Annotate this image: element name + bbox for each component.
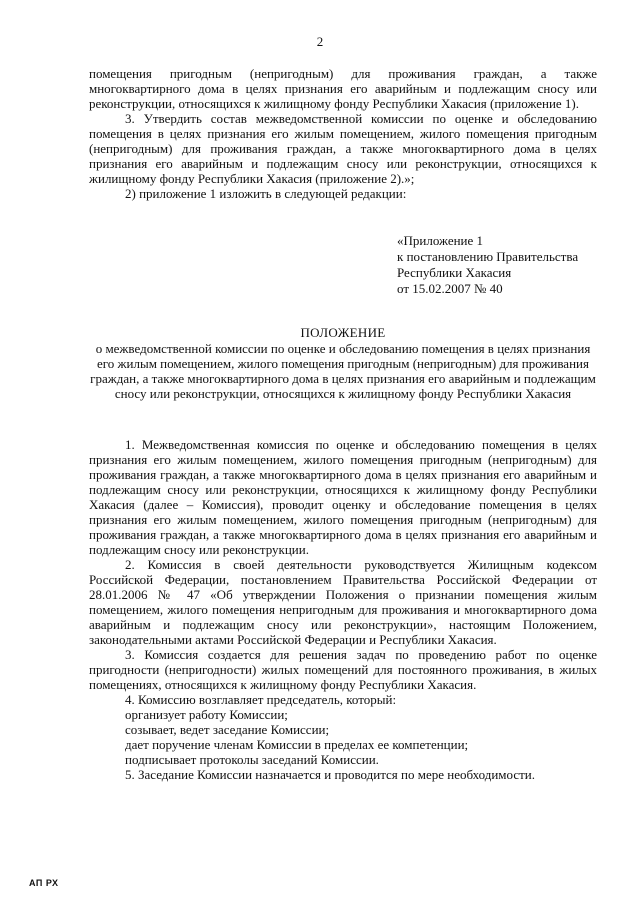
paragraph-2: 2. Комиссия в своей деятельности руководствуется Жилищным кодексом Российской Федерации, постановлением Правительства Российской Федерации от 28.01.2006 № 47 «Об утверждении Положения о признании помещения жилым помещением, жилого помещения непригодным для проживания и многоквартирного дома аварийным и подлежащим сносу или реконструкции», настоящим Положением, законодательными актами Российской Федерации и Республики Хакасия.	[89, 557, 597, 647]
appendix-line: Республики Хакасия	[397, 265, 512, 280]
document-subtitle: о межведомственной комиссии по оценке и обследованию помещения в целях признания его жилым помещением, жилого помещения пригодным (непригодным) для проживания граждан, а также многоквартирного дома в целях признания его аварийным и подлежащим сносу или реконструкции, относящихся к жилищному фонду Республики Хакасия	[90, 341, 596, 401]
paragraph-5: 5. Заседание Комиссии назначается и проводится по мере необходимости.	[125, 767, 536, 782]
appendix-reference	[397, 233, 578, 297]
appendix-line: «Приложение 1	[397, 233, 484, 248]
intro-paragraph-amendment: 2) приложение 1 изложить в следующей редакции:	[125, 186, 407, 201]
page-number: 2	[316, 34, 324, 49]
chair-duty-2: созывает, ведет заседание Комиссии;	[125, 722, 330, 737]
paragraph-4: 4. Комиссию возглавляет председатель, который:	[125, 692, 397, 707]
chair-duty-3: дает поручение членам Комиссии в пределах ее компетенции;	[125, 737, 469, 752]
intro-section	[89, 66, 597, 201]
footer-mark: АП РХ	[29, 878, 59, 888]
main-section	[89, 437, 597, 782]
paragraph-3: 3. Комиссия создается для решения задач по проведению работ по оценке пригодности (непригодности) жилых помещений для постоянного проживания, в жилых помещениях, относящихся к жилищному фонду Республики Хакасия.	[89, 647, 597, 692]
chair-duty-1: организует работу Комиссии;	[125, 707, 288, 722]
document-title-block	[89, 325, 597, 401]
appendix-line: к постановлению Правительства	[397, 249, 579, 264]
chair-duty-4: подписывает протоколы заседаний Комиссии.	[125, 752, 379, 767]
document-title: ПОЛОЖЕНИЕ	[300, 325, 386, 340]
paragraph-1: 1. Межведомственная комиссия по оценке и обследованию помещения в целях признания его жилым помещением, жилого помещения пригодным (непригодным) для проживания граждан, а также многоквартирного дома в целях признания его аварийным и подлежащим сносу или реконструкции, относящихся к жилищному фонду Республики Хакасия (далее – Комиссия), проводит оценку и обследование помещения в целях признания его жилым помещением, жилого помещения пригодным (непригодным) для проживания граждан, а также многоквартирного дома в целях признания его аварийным и подлежащим сносу или реконструкции.	[89, 437, 597, 557]
intro-paragraph-3: 3. Утвердить состав межведомственной комиссии по оценке и обследованию помещения в целях признания его жилым помещением, жилого помещения пригодным (непригодным) для проживания граждан, а также многоквартирного дома в целях признания его аварийным и подлежащим сносу или реконструкции, относящихся к жилищному фонду Республики Хакасия (приложение 2).»;	[89, 111, 597, 186]
intro-paragraph-continuation: помещения пригодным (непригодным) для проживания граждан, а также многоквартирного дома в целях признания его аварийным и подлежащим сносу или реконструкции, относящихся к жилищному фонду Республики Хакасия (приложение 1).	[89, 66, 597, 111]
appendix-line: от 15.02.2007 № 40	[397, 281, 503, 296]
